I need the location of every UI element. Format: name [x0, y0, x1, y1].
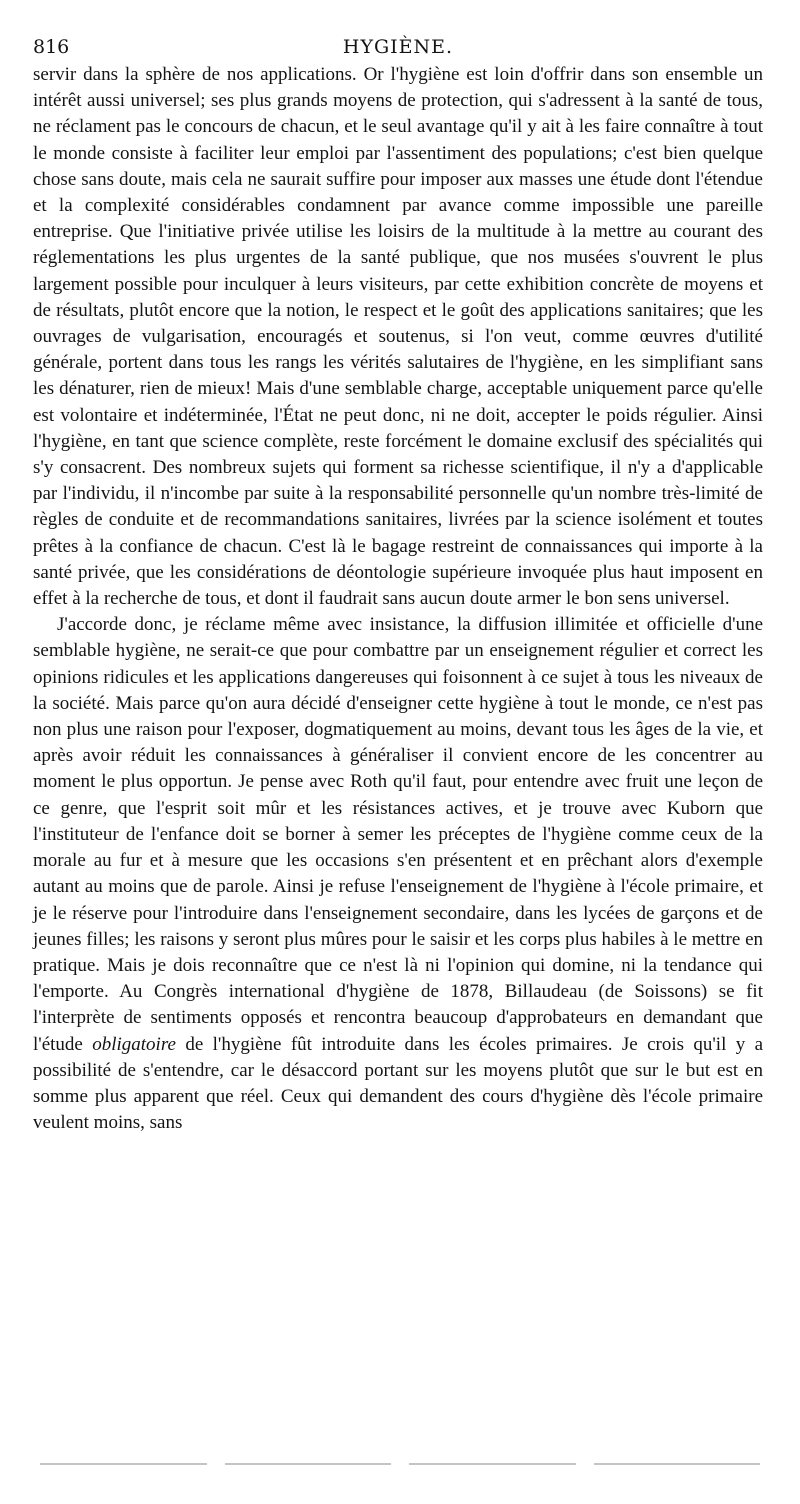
- page-number: 816: [33, 36, 70, 58]
- rule-segment: [40, 1463, 207, 1465]
- paragraph: [33, 62, 763, 612]
- text-run: servir dans la sphère de nos applications. Or l'hygiène est loin d'offrir dans son ensemble un intérêt aussi universel; ses plus grands moyens de protection, qui s'adressent à la santé de tous, ne réclament pas le concours de chacun, et le seul avantage qu'il y ait à les faire connaître à tout le monde consiste à faciliter leur emploi par l'assentiment des populations; c'est bien quelque chose sans doute, mais cela ne saurait suffire pour imposer aux masses une étude dont l'étendue et la complexité considérables condamnent par avance comme impossible une pareille entreprise. Que l'initiative privée utilise les loisirs de la multitude à la mettre au courant des réglementations les plus urgentes de la santé publique, que nos musées s'ouvrent le plus largement possible pour inculquer à leurs visiteurs, par cette exhibition concrète de moyens et de résultats, plutôt encore que la notion, le respect et le goût des applications sanitaires; que les ouvrages de vulgarisation, encouragés et soutenus, si l'on veut, comme œuvres d'utilité générale, portent dans tous les rangs les vérités salutaires de l'hygiène, en les simplifiant sans les dénaturer, rien de mieux! Mais d'une semblable charge, acceptable uniquement parce qu'elle est volontaire et indéterminée, l'État ne peut donc, ni ne doit, accepter le poids régulier. Ainsi l'hygiène, en tant que science complète, reste forcément le domaine exclusif des spécialités qui s'y consacrent. Des nombreux sujets qui forment sa richesse scientifique, il n'y a d'applicable par l'individu, il n'incombe par suite à la responsabilité personnelle qu'un nombre très-limité de règles de conduite et de recommandations sanitaires, livrées par la science isolément et toutes prêtes à la confiance de chacun. C'est là le bagage restreint de connaissances qui importe à la santé privée, que les considérations de déontologie supérieure invoquée plus haut imposent en effet à la recherche de tous, et dont il faudrait sans aucun doute armer le bon sens universel.: [33, 64, 763, 610]
- footer-rule: [40, 1462, 760, 1466]
- running-title: HYGIÈNE.: [342, 36, 454, 58]
- body-text: [33, 62, 763, 1136]
- text-run: de l'hygiène fût introduite dans les écoles primaires. Je crois qu'il y a possibilité de s'entendre, car le désaccord portant sur les moyens plutôt que sur le but est en somme plus apparent que réel. Ceux qui demandent des cours d'hygiène dès l'école primaire veulent moins, sans: [33, 1033, 763, 1134]
- rule-segment: [409, 1463, 576, 1465]
- emphasized-word: obligatoire: [92, 1033, 176, 1055]
- rule-segment: [225, 1463, 392, 1465]
- text-run: J'accorde donc, je réclame même avec insistance, la diffusion illimitée et officielle d'une semblable hygiène, ne serait-ce que pour combattre par un enseignement régulier et correct les opinions ridicules et les applications dangereuses qui foisonnent à ce sujet à tous les niveaux de la société. Mais parce qu'on aura décidé d'enseigner cette hygiène à tout le monde, ce n'est pas non plus une raison pour l'exposer, dogmatiquement au moins, devant tous les âges de la vie, et après avoir réduit les connaissances à généraliser il convient encore de les concentrer au moment le plus opportun. Je pense avec Roth qu'il faut, pour entendre avec fruit une leçon de ce genre, que l'esprit soit mûr et les résistances actives, et je trouve avec Kuborn que l'instituteur de l'enfance doit se borner à semer les préceptes de l'hygiène comme ceux de la morale au fur et à mesure que les occasions s'en présentent et en prêchant alors d'exemple autant au moins que de parole. Ainsi je refuse l'enseignement de l'hygiène à l'école primaire, et je le réserve pour l'introduire dans l'enseignement secondaire, dans les lycées de garçons et de jeunes filles; les raisons y seront plus mûres pour le saisir et les corps plus habiles à le mettre en pratique. Mais je dois reconnaître que ce n'est là ni l'opinion qui domine, ni la tendance qui l'emporte. Au Congrès international d'hygiène de 1878, Billaudeau (de Soissons) se fit l'interprète de sentiments opposés et rencontra beaucoup d'approbateurs en demandant que l'étude: [33, 614, 763, 1055]
- page-header: [33, 33, 763, 61]
- rule-segment: [594, 1463, 761, 1465]
- paragraph: [33, 612, 763, 1136]
